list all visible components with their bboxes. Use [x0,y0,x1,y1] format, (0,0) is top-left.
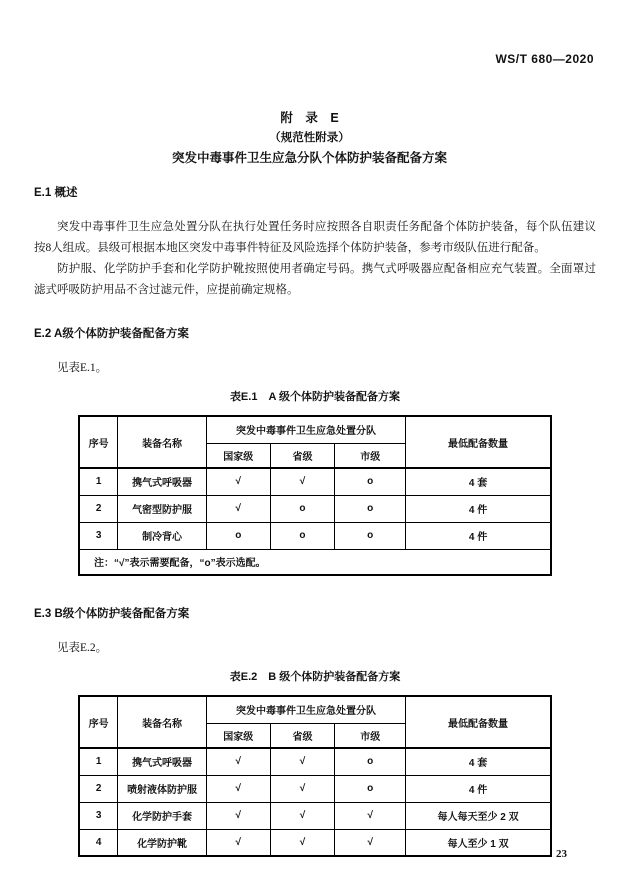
table-cell: 每人至少 1 双 [406,829,551,856]
paragraph-overview-2: 防护服、化学防护手套和化学防护靴按照使用者确定号码。携气式呼吸器应配备相应充气装置。全面罩过滤式呼吸防护用品不含过滤元件，应提前确定规格。 [34,263,596,296]
table-cell: o [335,468,406,495]
appendix-title [0,108,619,168]
table-e1-body [79,468,551,575]
col-header-name: 装备名称 [118,696,207,748]
table-cell: √ [270,829,335,856]
table-cell: 2 [79,495,118,522]
section-heading-e2: E.2 A级个体防护装备配备方案 [34,328,189,340]
col-header-seq: 序号 [79,416,118,468]
table-cell: √ [270,468,335,495]
table-cell: 化学防护靴 [118,829,207,856]
table-cell: √ [206,829,270,856]
table-cell: o [270,495,335,522]
table-cell: √ [206,468,270,495]
col-header-municipal: 市级 [335,443,406,468]
col-header-name: 装备名称 [118,416,207,468]
table-cell: o [335,748,406,775]
table-row [79,802,551,829]
see-table-e1-text: 见表E.1。 [57,362,108,374]
section-e1-body [34,217,596,301]
col-header-seq: 序号 [79,696,118,748]
col-header-national: 国家级 [206,443,270,468]
section-heading-e3: E.3 B级个体防护装备配备方案 [34,608,190,620]
table-note: 注：“√”表示需要配备，“o”表示选配。 [79,549,551,575]
table-cell: 3 [79,802,118,829]
table-cell: 每人每天至少 2 双 [406,802,551,829]
col-header-group: 突发中毒事件卫生应急处置分队 [206,696,405,723]
table-cell: 4 套 [406,468,551,495]
table-cell: √ [335,802,406,829]
col-header-national: 国家级 [206,723,270,748]
table-cell: 4 件 [406,775,551,802]
table-cell: √ [270,748,335,775]
table-cell: o [270,522,335,549]
col-header-provincial: 省级 [270,443,335,468]
col-header-municipal: 市级 [335,723,406,748]
doc-number: WS/T 680—2020 [495,52,594,66]
table-cell: 3 [79,522,118,549]
page-content [0,186,619,857]
table-cell: 4 件 [406,522,551,549]
table-e2-caption: 表E.2 B 级个体防护装备配备方案 [229,671,401,683]
table-cell: 携气式呼吸器 [118,748,207,775]
table-row [79,829,551,856]
appendix-title-line2: （规范性附录） [269,132,350,144]
table-e1-caption: 表E.1 A 级个体防护装备配备方案 [229,391,401,403]
section-heading-e1: E.1 概述 [34,187,78,199]
table-row [79,775,551,802]
table-cell: √ [206,775,270,802]
col-header-qty: 最低配备数量 [406,416,551,468]
table-cell: 制冷背心 [118,522,207,549]
table-row [79,468,551,495]
table-header-row-1 [79,696,551,723]
col-header-provincial: 省级 [270,723,335,748]
col-header-group: 突发中毒事件卫生应急处置分队 [206,416,405,443]
table-cell: o [335,775,406,802]
table-cell: 气密型防护服 [118,495,207,522]
table-cell: 4 套 [406,748,551,775]
table-row [79,748,551,775]
table-cell: o [335,522,406,549]
table-e2 [78,695,552,857]
col-header-qty: 最低配备数量 [406,696,551,748]
table-cell: 携气式呼吸器 [118,468,207,495]
paragraph-overview-1: 突发中毒事件卫生应急处置分队在执行处置任务时应按照各自职责任务配备个体防护装备，每个队伍建议按8人组成。县级可根据本地区突发中毒事件特征及风险选择个体防护装备，参考市级队伍进行配备。 [34,221,596,254]
table-e1 [78,415,552,576]
table-cell: √ [270,775,335,802]
table-row [79,495,551,522]
table-cell: √ [206,495,270,522]
table-cell: √ [206,802,270,829]
table-cell: o [206,522,270,549]
page-number: 23 [556,848,567,860]
table-cell: 4 [79,829,118,856]
table-header-row-1 [79,416,551,443]
table-cell: o [335,495,406,522]
table-cell: 2 [79,775,118,802]
table-cell: √ [335,829,406,856]
see-table-e2-text: 见表E.2。 [57,642,108,654]
table-cell: 1 [79,468,118,495]
table-cell: √ [270,802,335,829]
table-row [79,522,551,549]
appendix-title-line3: 突发中毒事件卫生应急分队个体防护装备配备方案 [171,151,447,165]
table-note-row [79,549,551,575]
appendix-title-line1: 附 录 E [280,111,339,125]
table-cell: 4 件 [406,495,551,522]
table-cell: 1 [79,748,118,775]
table-cell: 喷射液体防护服 [118,775,207,802]
table-cell: √ [206,748,270,775]
table-e2-body [79,748,551,856]
table-cell: 化学防护手套 [118,802,207,829]
